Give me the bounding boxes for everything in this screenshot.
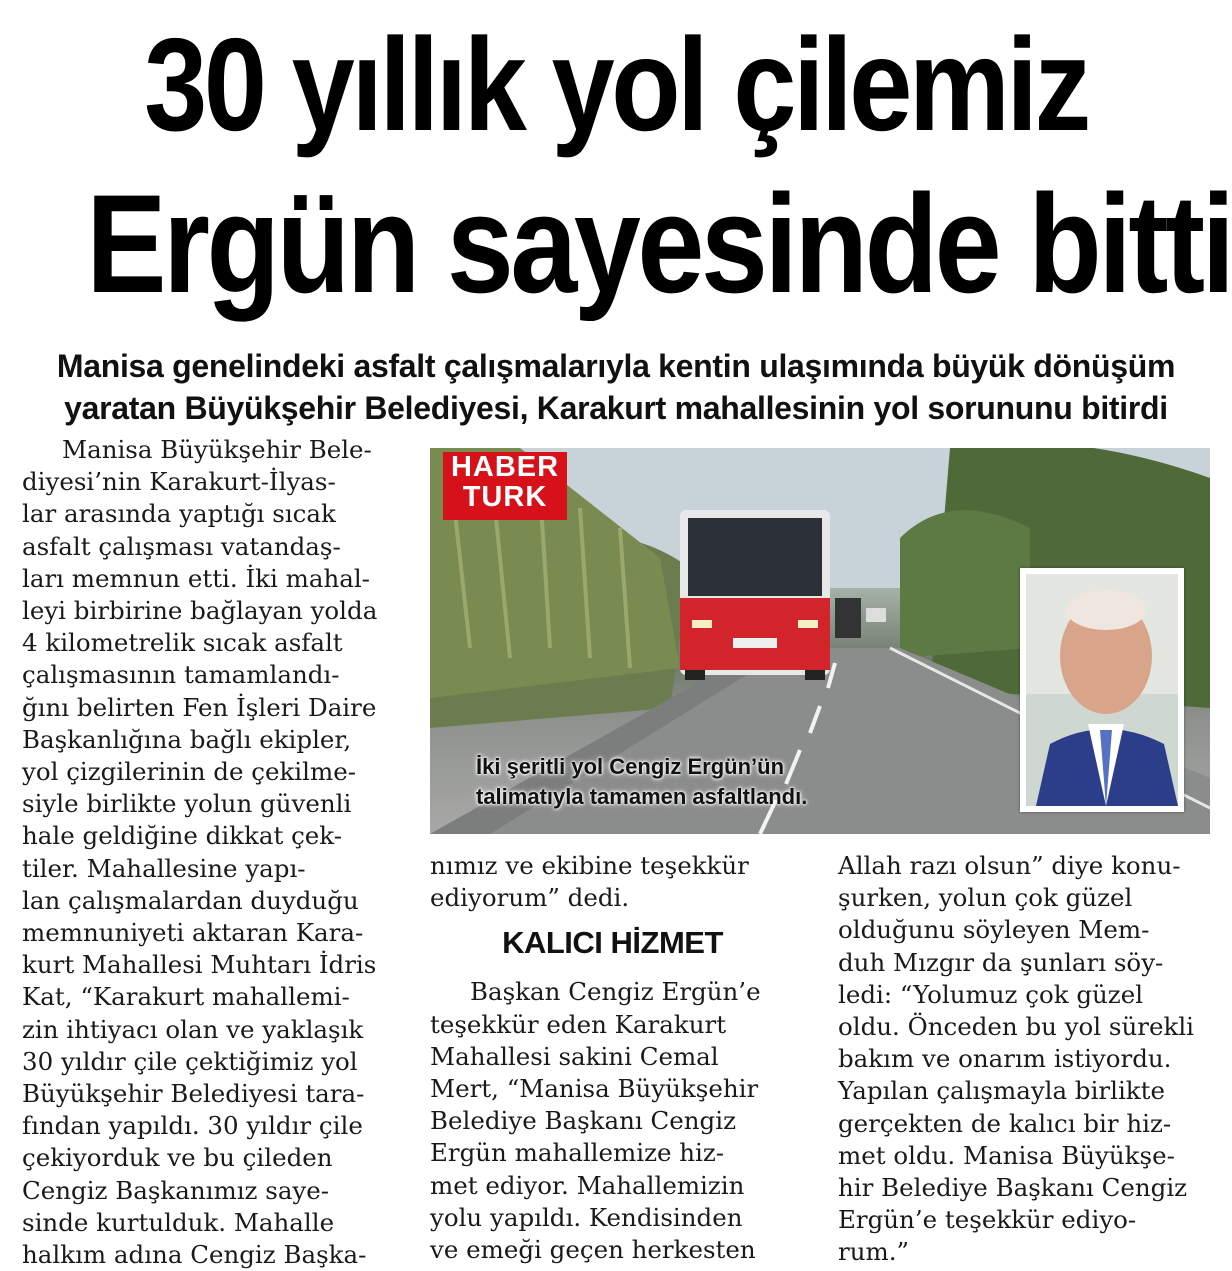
text-line: lan çalışmalardan duyduğu [22,885,359,915]
text-line: 4 kilometrelik sıcak asfalt [22,628,343,658]
text-line: yolu yapıldı. Kendisinden [430,1202,743,1232]
text-line: rum.” [838,1237,910,1267]
text-line: met oldu. Manisa Büyükşe- [838,1140,1175,1170]
column-3-text [838,850,1213,1269]
article-column-3 [838,850,1213,1269]
text-line: olduğunu söyleyen Mem- [838,915,1150,945]
text-line: Mert, “Manisa Büyükşehir [430,1074,759,1104]
haberturk-logo [443,452,567,520]
text-line: şurken, yolun çok güzel [838,883,1133,913]
text-line: çekiyorduk ve bu çileden [22,1143,333,1173]
text-line: Cengiz Başkanımız saye- [22,1175,330,1205]
text-line: oldu. Önceden bu yol sürekli [838,1012,1195,1042]
photo-caption [476,752,807,812]
text-line: memnuniyeti aktaran Kara- [22,918,364,948]
column-2-bottom-text [430,976,795,1266]
text-line: lar arasında yaptığı sıcak [22,499,336,529]
text-line: bakım ve onarım istiyordu. [838,1044,1172,1074]
text-line: fından yapıldı. 30 yıldır çile [22,1111,363,1141]
caption-line-1: İki şeritli yol Cengiz Ergün’ün [476,754,785,779]
deck-line-2: yaratan Büyükşehir Belediyesi, Karakurt mahallesinin yol sorununu bitirdi [64,390,1168,426]
text-line: sinde kurtulduk. Mahalle [22,1207,335,1237]
text-line: ediyorum” dedi. [430,883,630,913]
text-line: Yapılan çalışmayla birlikte [838,1076,1165,1106]
text-line: hale geldiğine dikkat çek- [22,821,342,851]
text-line: Manisa Büyükşehir Bele- [62,435,372,464]
text-line: ları memnun etti. İki mahal- [22,563,370,593]
text-line: leyi birbirine bağlayan yolda [22,596,378,626]
logo-line-2: TURK [462,481,548,513]
text-line: Allah razı olsun” diye konu- [838,851,1181,880]
text-line: Başkan Cengiz Ergün’e [470,977,761,1007]
text-line: diyesi’nin Karakurt-İlyas- [22,467,336,497]
text-line: Kat, “Karakurt mahallemi- [22,982,350,1012]
text-line: ğını belirten Fen İşleri Daire [22,692,377,722]
deck-line-1: Manisa genelindeki asfalt çalışmalarıyla kentin ulaşımında büyük dönüşüm [56,348,1176,384]
text-line: halkım adına Cengiz Başka- [22,1240,367,1270]
column-1-text [22,434,397,1271]
headline-line-1: 30 yıllık yol çilemiz [144,11,1088,158]
text-line: nımız ve ekibine teşekkür [430,851,749,880]
text-line: duh Mızgır da şunları söy- [838,947,1164,977]
text-line: siyle birlikte yolun güvenli [22,789,352,819]
text-line: teşekkür eden Karakurt [430,1009,727,1039]
text-line: Ergün’e teşekkür ediyo- [838,1205,1137,1235]
text-line: ledi: “Yolumuz çok güzel [838,979,1144,1009]
text-line: met ediyor. Mahallemizin [430,1170,745,1200]
text-line: Belediye Başkanı Cengiz [430,1106,736,1136]
text-line: asfalt çalışması vatandaş- [22,531,341,561]
caption-line-2: talimatıyla tamamen asfaltlandı. [476,784,808,809]
section-subhead: KALICI HİZMET [502,925,723,961]
article-column-1 [22,434,397,1271]
text-line: ve emeği geçen herkesten [430,1235,756,1265]
text-line: tiler. Mahallesine yapı- [22,853,306,883]
text-line: hir Belediye Başkanı Cengiz [838,1173,1188,1203]
text-line: kurt Mahallesi Muhtarı İdris [22,950,377,980]
text-line: zin ihtiyacı olan ve yaklaşık [22,1014,364,1044]
text-line: 30 yıldır çile çektiğimiz yol [22,1046,358,1076]
text-line: Büyükşehir Belediyesi tara- [22,1079,365,1109]
text-line: Mahallesi sakini Cemal [430,1041,719,1071]
text-line: yol çizgilerinin de çekilme- [22,757,356,787]
text-line: Başkanlığına bağlı ekipler, [22,724,352,754]
text-line: gerçekten de kalıcı bir hiz- [838,1108,1172,1138]
article-column-2 [430,850,795,1266]
text-line: Ergün mahallemize hiz- [430,1138,725,1168]
text-line: çalışmasının tamamlandı- [22,660,340,690]
portrait-inset [1020,568,1184,812]
logo-line-1: HABER [450,451,560,483]
portrait-illustration [1026,574,1178,806]
column-2-top-text [430,850,795,914]
headline-line-2: Ergün sayesinde bitti [86,165,1232,322]
